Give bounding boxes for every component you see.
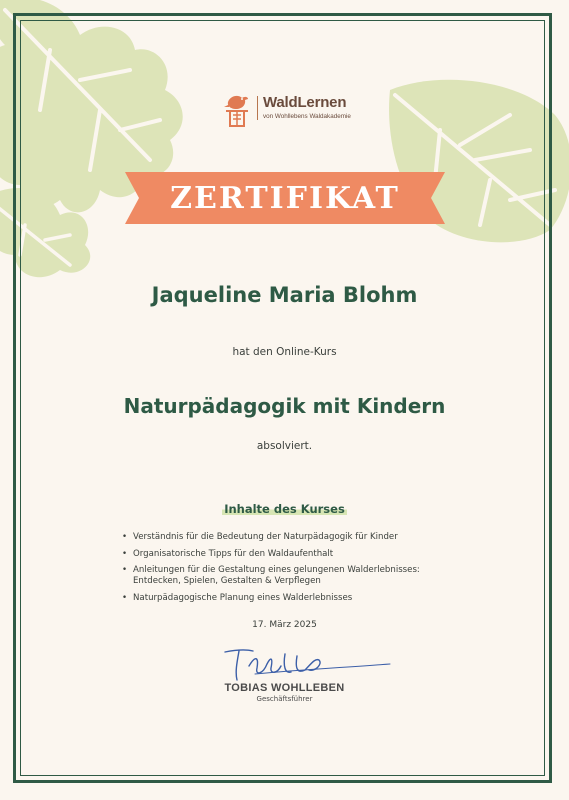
- title-banner: [125, 170, 445, 226]
- list-item: • Organisatorische Tipps für den Waldaufenthalt: [122, 549, 462, 560]
- logo-subtitle: von Wohllebens Waldakademie: [263, 113, 351, 120]
- recipient-name: Jaqueline Maria Blohm: [151, 283, 418, 307]
- completion-text: absolviert.: [256, 440, 313, 452]
- logo-divider: [257, 96, 258, 120]
- signer-role: Geschäftsführer: [256, 695, 313, 703]
- contents-list: [122, 532, 462, 609]
- list-item: • Verständnis für die Bedeutung der Naturpädagogik für Kinder: [122, 532, 462, 543]
- contents-heading-text: Inhalte des Kurses: [224, 502, 345, 516]
- certificate-title: ZERTIFIKAT: [170, 180, 400, 216]
- list-item: • Anleitungen für die Gestaltung eines gelungenen Walderlebnisses: Entdecken, Spielen, Gestalten & Verpflegen: [122, 565, 462, 587]
- logo-name: WaldLernen: [263, 94, 347, 111]
- bird-on-branch-icon: [220, 88, 254, 128]
- handwritten-signature: [215, 644, 395, 684]
- signer-name: TOBIAS WOHLLEBEN: [224, 682, 345, 694]
- course-title: Naturpädagogik mit Kindern: [123, 394, 446, 418]
- list-item: • Naturpädagogische Planung eines Walderlebnisses: [122, 593, 462, 604]
- issue-date: 17. März 2025: [252, 620, 317, 630]
- intro-text: hat den Online-Kurs: [232, 346, 337, 358]
- contents-heading: [0, 498, 569, 517]
- waldlernen-logo: [220, 88, 370, 128]
